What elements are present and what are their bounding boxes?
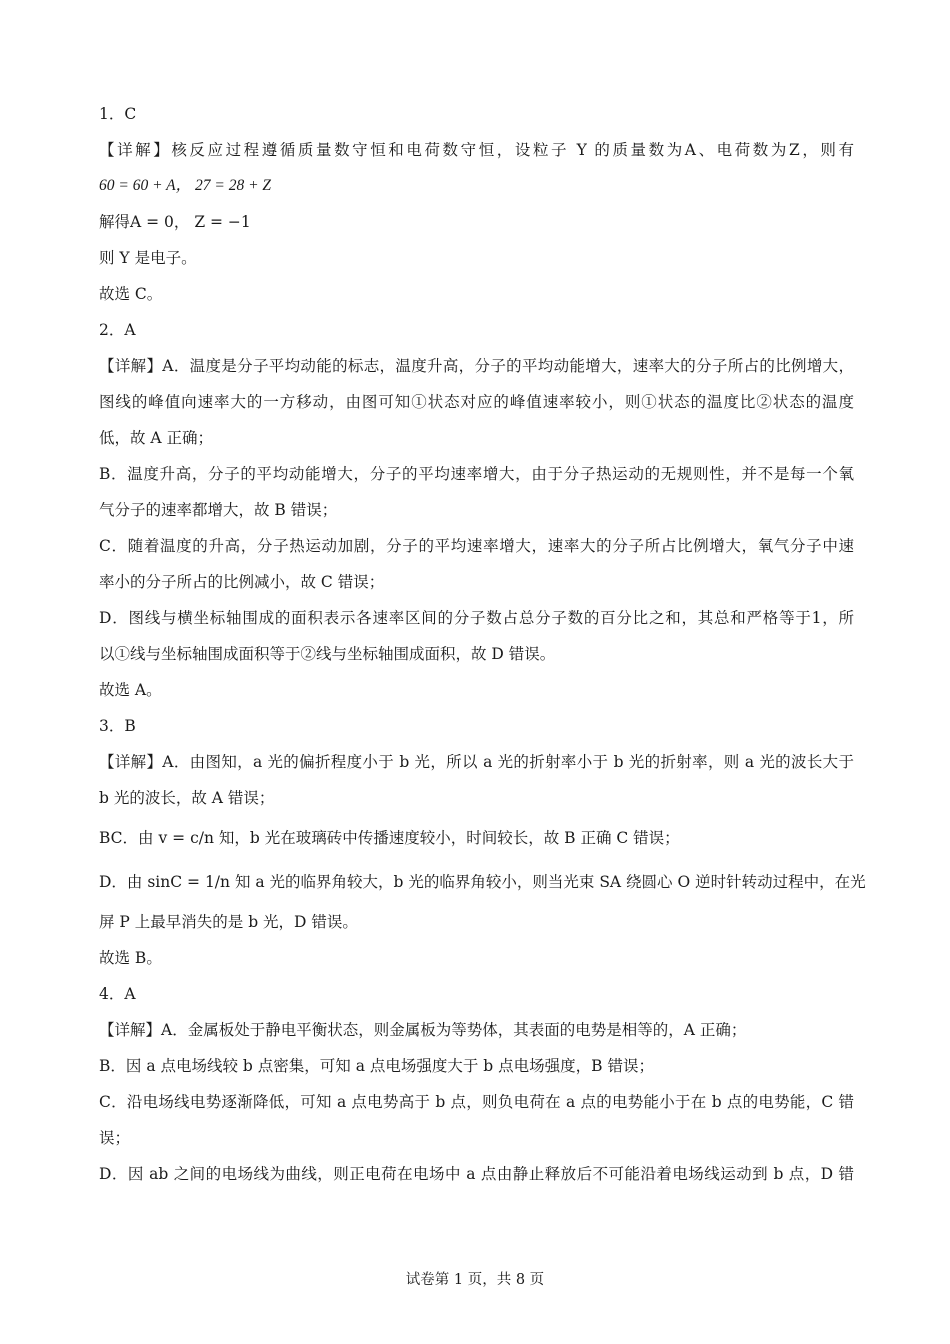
equation-line: 60 = 60 + A， 27 = 28 + Z <box>99 177 272 194</box>
answer-2-option-c: 率小的分子所占的比例减小，故 C 错误； <box>99 573 385 591</box>
conclusion-line: 则 Y 是电子。 <box>99 249 197 267</box>
answer-3-detail-line: b 光的波长，故 A 错误； <box>99 789 275 807</box>
answer-1-detail-line: 【详解】核反应过程遵循质量数守恒和电荷数守恒，设粒子 Y 的质量数为A、电荷数为Z，则有 <box>99 141 854 159</box>
answer-2-detail-line: 低，故 A 正确； <box>99 429 214 447</box>
choice-line: 故选 A。 <box>99 681 162 699</box>
choice-line: 故选 B。 <box>99 949 162 967</box>
answer-3-option-bc: BC．由 v = c/n 知，b 光在玻璃砖中传播速度较小，时间较长，故 B 正确 C 错误； <box>99 829 680 847</box>
answer-page <box>99 96 866 1192</box>
answer-2-option-b: 气分子的速率都增大，故 B 错误； <box>99 501 338 519</box>
answer-4-option-b: B．因 a 点电场线较 b 点密集，可知 a 点电场强度大于 b 点电场强度，B 错误； <box>99 1057 654 1075</box>
answer-3-option-d: D．由 sinC = 1/n 知 a 光的临界角较大，b 光的临界角较小，则当光束 SA 绕圆心 O 逆时针转动过程中，在光 <box>99 873 866 891</box>
choice-line: 故选 C。 <box>99 285 163 303</box>
answer-3-header: 3．B <box>99 717 136 735</box>
answer-2-option-d: D．图线与横坐标轴围成的面积表示各速率区间的分子数占总分子数的百分比之和，其总和严格等于1，所 <box>99 609 854 627</box>
answer-2-option-c: C．随着温度的升高，分子热运动加剧，分子的平均速率增大，速率大的分子所占比例增大，氧气分子中速 <box>99 537 854 555</box>
answer-4-option-c: 误； <box>99 1129 131 1147</box>
answer-2-detail-line: 【详解】A．温度是分子平均动能的标志，温度升高，分子的平均动能增大，速率大的分子所占的比例增大， <box>99 357 854 375</box>
answer-2-option-d: 以①线与坐标轴围成面积等于②线与坐标轴围成面积，故 D 错误。 <box>99 645 556 663</box>
answer-2-header: 2．A <box>99 321 136 339</box>
answer-4-option-d: D．因 ab 之间的电场线为曲线，则正电荷在电场中 a 点由静止释放后不可能沿着电场线运动到 b 点，D 错 <box>99 1165 854 1183</box>
answer-2-detail-line: 图线的峰值向速率大的一方移动，由图可知①状态对应的峰值速率较小，则①状态的温度比②状态的温度 <box>99 393 854 411</box>
solution-line: 解得A = 0， Z = −1 <box>99 213 251 231</box>
answer-1-header: 1．C <box>99 105 137 123</box>
answer-4-option-c: C．沿电场线电势逐渐降低，可知 a 点电势高于 b 点，则负电荷在 a 点的电势能小于在 b 点的电势能，C 错 <box>99 1093 854 1111</box>
answer-3-option-d: 屏 P 上最早消失的是 b 光，D 错误。 <box>99 913 358 931</box>
page-footer: 试卷第 1 页，共 8 页 <box>405 1272 545 1288</box>
answer-4-header: 4．A <box>99 985 136 1003</box>
answer-3-detail-line: 【详解】A．由图知，a 光的偏折程度小于 b 光，所以 a 光的折射率小于 b 光的折射率，则 a 光的波长大于 <box>99 753 854 771</box>
answer-4-detail-line: 【详解】A．金属板处于静电平衡状态，则金属板为等势体，其表面的电势是相等的，A 正确； <box>99 1021 747 1039</box>
answer-2-option-b: B．温度升高，分子的平均动能增大，分子的平均速率增大，由于分子热运动的无规则性，并不是每一个氧 <box>99 465 854 483</box>
